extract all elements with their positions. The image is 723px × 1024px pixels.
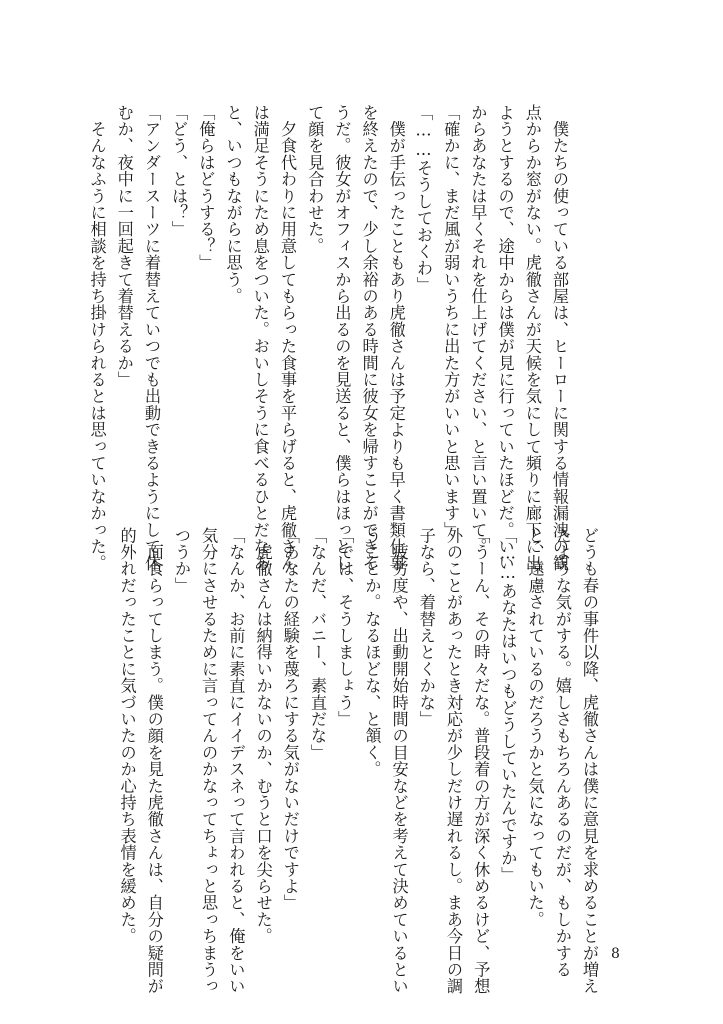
text-line: つうか」: [171, 527, 191, 594]
page-number: 8: [611, 946, 620, 962]
text-line: 虎徹さんは納得いかないのか、むうと口を尖らせた。: [253, 527, 273, 945]
text-line: と、いつもながらに思う。: [223, 104, 243, 305]
text-line: 「どう、とは？」: [169, 104, 189, 238]
text-line: 外のことがあったとき対応が少しだけ遅れるし。まあ今日の調: [443, 527, 463, 995]
text-line: 「確かに、まだ風が弱いうちに出た方がいいと思います」: [441, 104, 461, 539]
text-line: うことか。なるほどな、と頷く。: [362, 527, 382, 778]
text-line: そんなふうに相談を持ち掛けられるとは思っていなかった。: [87, 104, 107, 572]
text-line: 「あなたの経験を蔑ろにする気がないだけですよ」: [280, 527, 300, 912]
text-line: からあなたは早くそれを仕上げてください、と言い置いて。: [468, 104, 488, 555]
text-line: 僕が手伝ったこともあり虎徹さんは予定よりも早く書類仕事: [386, 104, 406, 572]
text-line: 気分にさせるために言ってんのかなってちょっと思っちまうっ: [199, 527, 219, 995]
text-line: 面食らってしまう。僕の顔を見た虎徹さんは、自分の疑問が: [144, 527, 164, 995]
text-line: 的外れだったことに気づいたのか心持ち表情を緩めた。: [117, 527, 137, 945]
text-line: どうも春の事件以降、虎徹さんは僕に意見を求めることが増え: [580, 527, 599, 995]
text-line: 「うーん、その時々だな。普段着の方が深く休めるけど、予想: [471, 527, 491, 995]
text-line: ようとするので、途中からは僕が見に行っていたほどだ。いい: [495, 104, 515, 572]
text-line: 「……そうしておくわ」: [413, 104, 433, 294]
text-line: 「なんか、お前に素直にイイデスネって言われると、俺をいい: [226, 527, 246, 995]
text-line: 子なら、着替えとくかな」: [416, 527, 436, 728]
text-line: 「なんだ、バニー、素直だな」: [307, 527, 327, 761]
text-line: 「……あなたはいつもどうしていたんですか」: [498, 527, 518, 884]
text-line: 「俺らはどうする？」: [196, 104, 216, 271]
text-line: を終えたので、少し余裕のある時間に彼女を帰すことができそ: [359, 104, 379, 572]
text-line: と、遠慮されているのだろうかと気になってもいた。: [525, 527, 545, 928]
text-line: て顔を見合わせた。: [305, 104, 325, 255]
text-line: 「では、そうしましょう」: [335, 527, 355, 728]
text-line: 疲労度や、出動開始時間の目安などを考えて決めているとい: [389, 527, 409, 995]
text-block-bottom: [117, 527, 603, 995]
text-line: 僕たちの使っている部屋は、ヒーローに関する情報漏洩の観: [550, 104, 569, 572]
text-line: 夕食代わりに用意してもらった食事を平らげると、虎徹さん: [277, 104, 297, 572]
text-line: むか、夜中に一回起きて着替えるか」: [114, 104, 134, 388]
text-line: うだ。彼女がオフィスから出るのを見送ると、僕らはほっとし: [332, 104, 352, 572]
text-line: たような気がする。嬉しさもちろんあるのだが、もしかする: [552, 527, 572, 978]
text-line: 「アンダースーツに着替えていつでも出動できるようにして休: [141, 104, 161, 572]
text-line: 点からか窓がない。虎徹さんが天候を気にして頻りに廊下に出: [522, 104, 542, 572]
text-line: は満足そうにため息をついた。おいしそうに食べるひとだなあ: [250, 104, 270, 572]
